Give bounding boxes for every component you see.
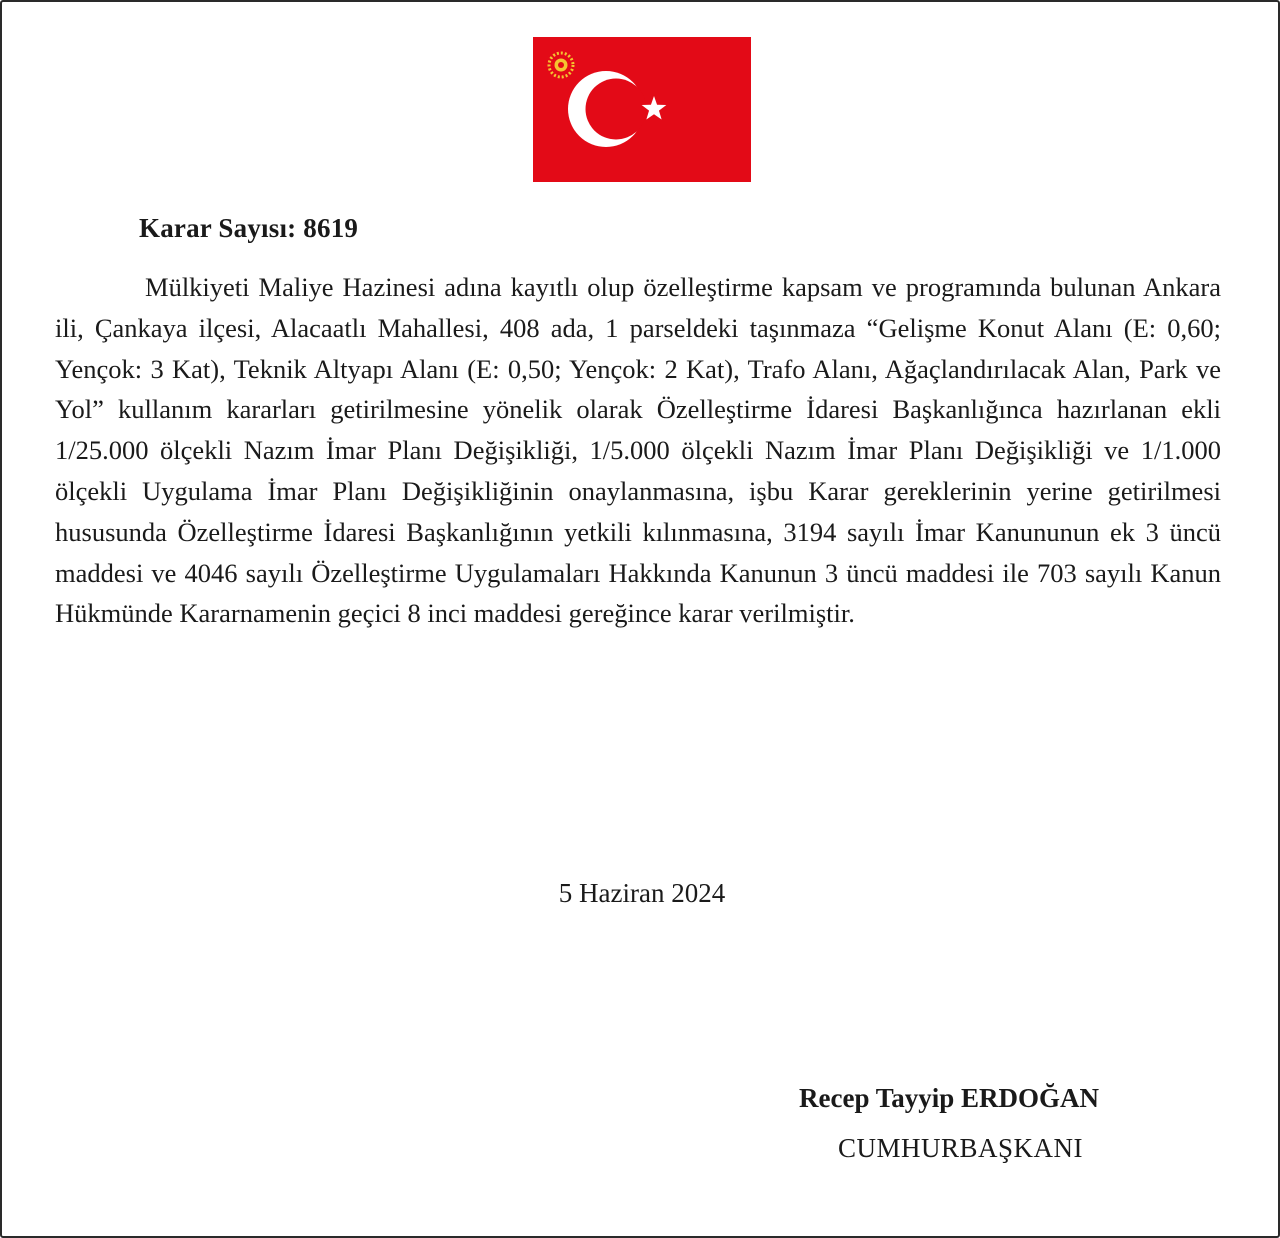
decision-number: Karar Sayısı: 8619 xyxy=(139,213,359,243)
signatory-title: CUMHURBAŞKANI xyxy=(838,1133,1084,1163)
decision-date: 5 Haziran 2024 xyxy=(558,878,726,908)
turkish-flag-icon xyxy=(533,37,751,182)
decision-body-text: Mülkiyeti Maliye Hazinesi adına kayıtlı olup özelleştirme kapsam ve programında bulunan Ankara ili, Çankaya ilçesi, Alacaatlı Mahallesi, 408 ada, 1 parseldeki taşınmaza “Gelişme Konut Alanı (E: 0,60; Yençok: 3 Kat), Teknik Altyapı Alanı (E: 0,50; Yençok: 2 Kat), Trafo Alanı, Ağaçlandırılacak Alan, Park ve Yol” kullanım kararları getirilmesine yönelik olarak Özelleştirme İdaresi Başkanlığınca hazırlanan ekli 1/25.000 ölçekli Nazım İmar Planı Değişikliği, 1/5.000 ölçekli Nazım İmar Planı Değişikliği ve 1/1.000 ölçekli Uygulama İmar Planı Değişikliğinin onaylanmasına, işbu Karar gereklerinin yerine getirilmesi hususunda Özelleştirme İdaresi Başkanlığının yetkili kılınmasına, 3194 sayılı İmar Kanununun ek 3 üncü maddesi ve 4046 sayılı Özelleştirme Uygulamaları Hakkında Kanunun 3 üncü maddesi ile 703 sayılı Kanun Hükmünde Kararnamenin geçici 8 inci maddesi gereğince karar verilmiştir. xyxy=(55,272,1221,629)
signatory-name: Recep Tayyip ERDOĞAN xyxy=(799,1083,1100,1113)
